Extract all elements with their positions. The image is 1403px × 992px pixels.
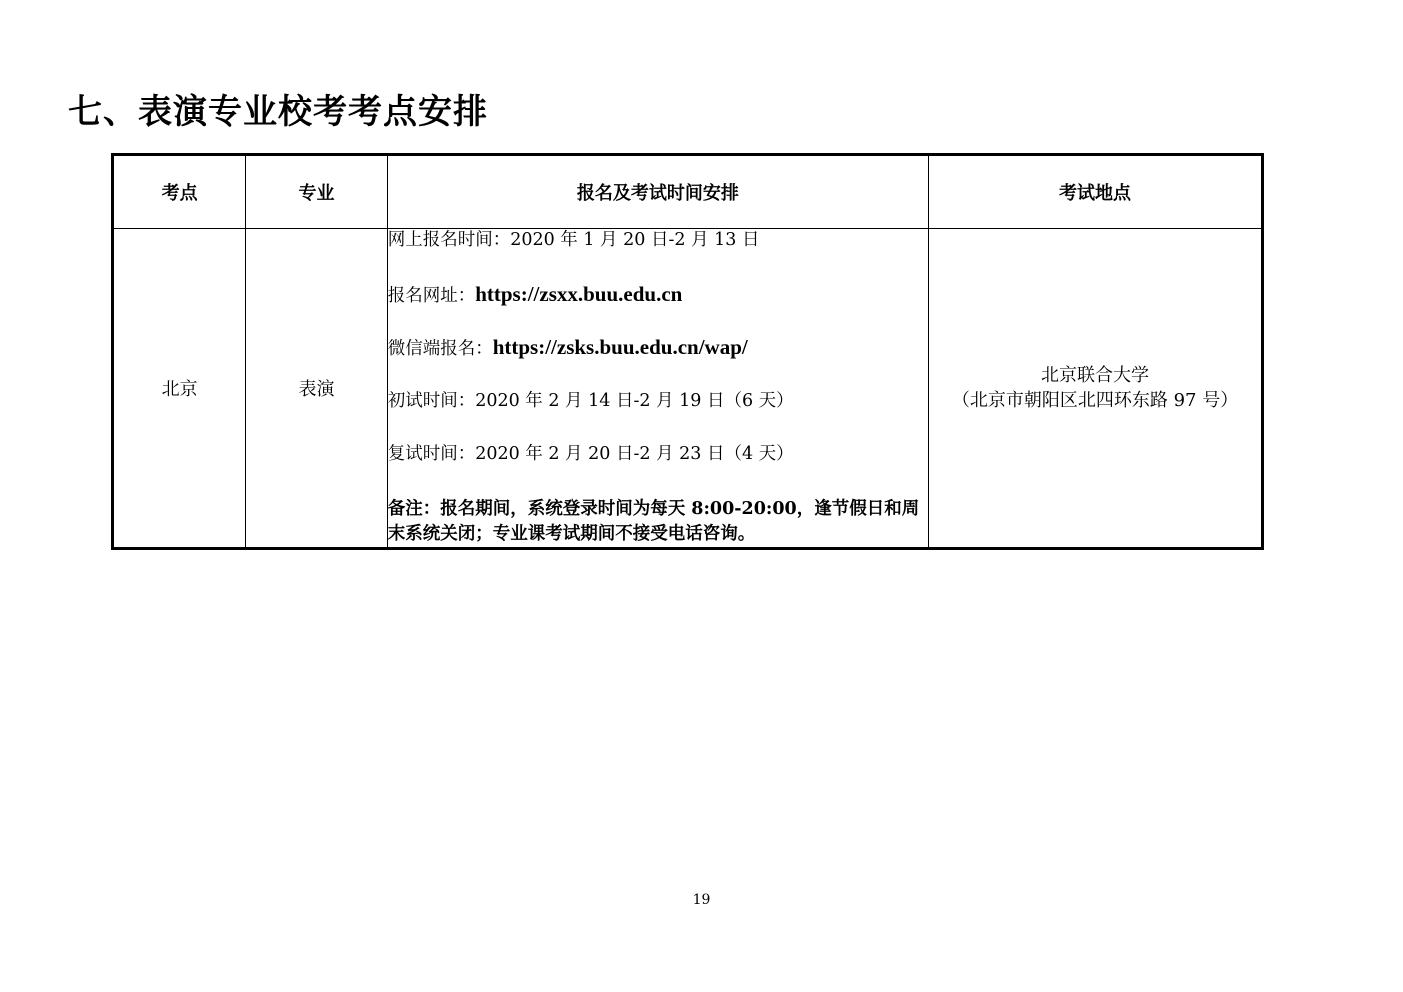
cell-schedule — [387, 229, 928, 549]
header-venue: 考试地点 — [929, 155, 1263, 229]
venue-name: 北京联合大学 — [1041, 364, 1150, 386]
venue-address: （北京市朝阳区北四环东路 97 号） — [951, 389, 1239, 411]
header-major: 专业 — [246, 155, 387, 229]
registration-note: 备注：报名期间，系统登录时间为每天 8:00-20:00，逢节假日和周末系统关闭；专业课考试期间不接受电话咨询。 — [387, 498, 920, 544]
cell-site: 北京 — [113, 229, 246, 549]
online-registration-time: 网上报名时间：2020 年 1 月 20 日-2 月 13 日 — [387, 230, 760, 250]
exam-schedule-table — [111, 153, 1264, 550]
table-row — [113, 229, 1263, 549]
retest-time: 复试时间：2020 年 2 月 20 日-2 月 23 日（4 天） — [387, 444, 794, 464]
header-exam-site: 考点 — [113, 155, 246, 229]
wechat-link[interactable]: https://zsks.buu.edu.cn/wap/ — [492, 335, 748, 359]
preliminary-exam-time: 初试时间：2020 年 2 月 14 日-2 月 19 日（6 天） — [387, 390, 794, 411]
table-header-row — [113, 155, 1263, 229]
wechat-registration — [388, 336, 928, 390]
wechat-label: 微信端报名： — [387, 339, 493, 359]
website-link[interactable]: https://zsxx.buu.edu.cn — [475, 281, 683, 306]
page-number: 19 — [692, 892, 711, 908]
cell-major: 表演 — [246, 229, 387, 549]
website-label: 报名网址： — [387, 285, 476, 306]
registration-website — [388, 283, 928, 337]
header-schedule: 报名及考试时间安排 — [387, 155, 928, 229]
cell-venue — [929, 229, 1263, 549]
section-heading: 七、表演专业校考考点安排 — [68, 92, 488, 132]
